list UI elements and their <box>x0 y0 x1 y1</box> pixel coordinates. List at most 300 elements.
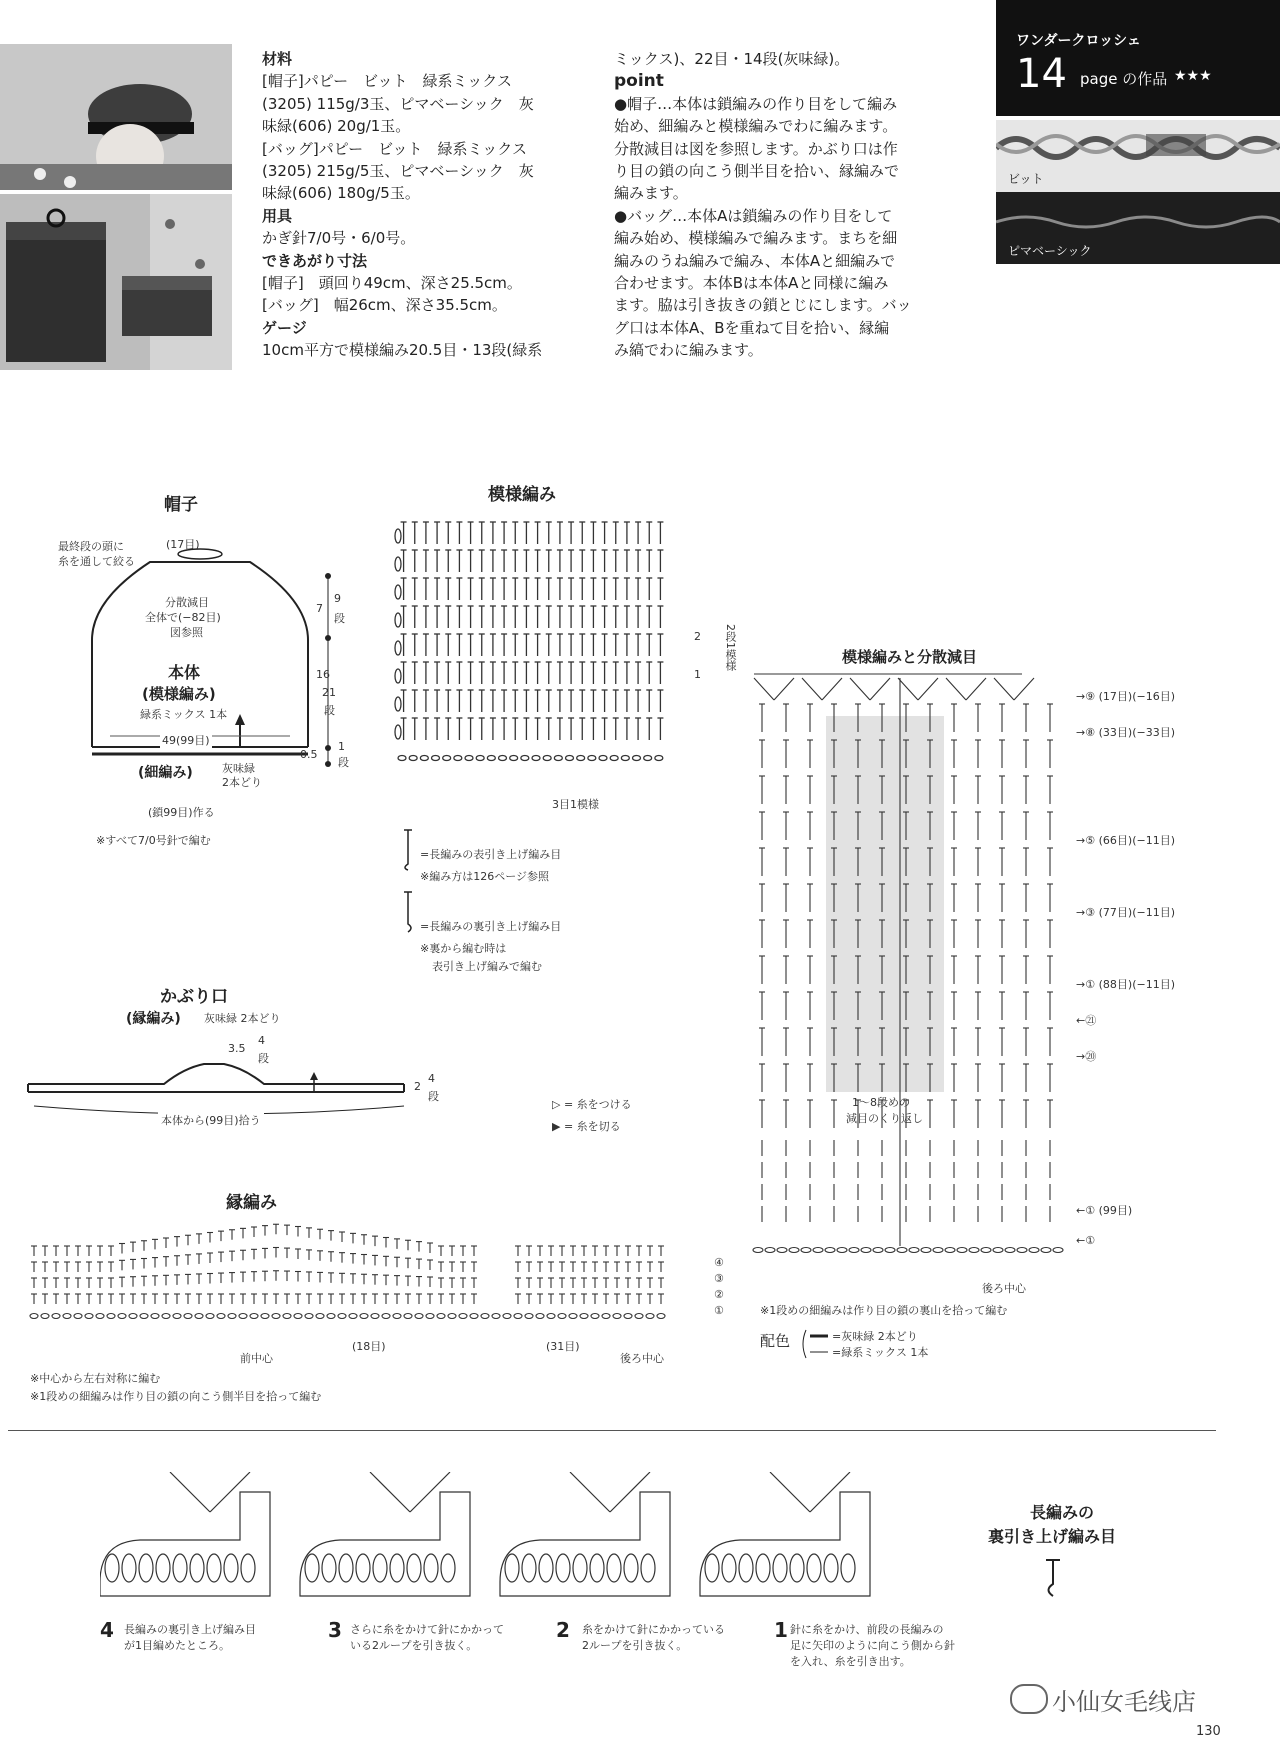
dec-row-9-num: ⑨ <box>1085 690 1096 703</box>
pattern-side-label: 2段1模様 <box>724 624 737 671</box>
chain-stitch <box>30 1314 38 1319</box>
yarn-sample-pima <box>996 192 1280 264</box>
dec-row-9: →⑨ (17目)(−16目) <box>1076 690 1175 703</box>
chain-stitch <box>885 1248 895 1253</box>
chain-stitch <box>543 756 551 761</box>
swatch-stitch <box>139 1554 153 1582</box>
hat-body-label: 本体 <box>168 663 201 682</box>
swatch-stitch <box>573 1554 587 1582</box>
chain-stitch <box>96 1314 104 1319</box>
dec-repeat-2: 減目のくり返し <box>846 1112 923 1125</box>
chain-stitch <box>250 1314 258 1319</box>
chain-stitch <box>613 1314 621 1319</box>
point-line: 編みのうね編みで編み、本体Aと細編みで <box>614 251 896 270</box>
dec-bottom-row: ←① (99目) <box>1076 1204 1133 1217</box>
chain-stitch <box>420 756 428 761</box>
chain-stitch <box>118 1314 126 1319</box>
chain-stitch <box>305 1314 313 1319</box>
chain-stitch <box>897 1248 907 1253</box>
chain-stitch <box>510 756 518 761</box>
dec-row-8: →⑧ (33目)(−33目) <box>1076 726 1175 739</box>
hat-dim-dan-2: 段 <box>324 704 335 717</box>
chain-stitch <box>765 1248 775 1253</box>
chain-stitch <box>415 1314 423 1319</box>
dec-row-21: ←㉑ <box>1076 1014 1097 1027</box>
chain-stitch <box>957 1248 967 1253</box>
chain-stitch <box>398 756 406 761</box>
step-3-line-1: さらに糸をかけて針にかかって <box>350 1623 504 1636</box>
section-divider <box>8 1430 1216 1431</box>
chain-stitch <box>577 756 585 761</box>
chain-stitch <box>861 1248 871 1253</box>
materials-line: 味緑(606) 180g/5玉。 <box>262 184 420 203</box>
brim-yarn: 灰味緑 2本どり <box>204 1012 281 1025</box>
color-key-2: =緑系ミックス 1本 <box>832 1346 929 1359</box>
chain-stitch <box>525 1314 533 1319</box>
series-header <box>996 0 1280 116</box>
dec-bottom-row-num: ① <box>1085 1204 1096 1217</box>
swatch-stitch <box>739 1554 753 1582</box>
turning-chain <box>395 613 401 627</box>
steps-title-1: 長編みの <box>1030 1503 1095 1522</box>
chain-stitch <box>536 1314 544 1319</box>
decrease-mark <box>802 678 822 700</box>
chain-stitch <box>514 1314 522 1319</box>
chain-stitch <box>129 1314 137 1319</box>
point-line: み縞でわに編みます。 <box>614 341 763 360</box>
point-line: り目の鎖の向こう側半目を拾い、縁編みで <box>614 162 900 181</box>
swatch-stitch <box>790 1554 804 1582</box>
swatch-stitch <box>373 1554 387 1582</box>
chain-stitch <box>981 1248 991 1253</box>
chain-stitch <box>909 1248 919 1253</box>
materials-line: (3205) 215g/5玉、ピマベーシック 灰 <box>262 162 534 181</box>
gauge-heading: ゲージ <box>262 318 307 337</box>
chain-stitch <box>294 1314 302 1319</box>
decrease-mark <box>966 678 986 700</box>
swatch-stitch <box>190 1554 204 1582</box>
point-line: 編み始め、模様編みで編みます。まちを細 <box>614 229 898 248</box>
size-line: [バッグ] 幅26cm、深さ35.5cm。 <box>262 296 507 315</box>
swatch-stitch <box>173 1554 187 1582</box>
dec-repeat-1: 1〜8段めの <box>852 1096 910 1109</box>
swatch-stitch <box>624 1554 638 1582</box>
dec-row-1: →① (88目)(−11目) <box>1076 978 1175 991</box>
chain-stitch <box>558 1314 566 1319</box>
swatch-stitch <box>441 1554 455 1582</box>
dec-row-3-count: (77目) <box>1098 906 1133 919</box>
tools-line: かぎ針7/0号・6/0号。 <box>262 229 416 248</box>
swatch-stitch <box>407 1554 421 1582</box>
swatch-stitch <box>356 1554 370 1582</box>
point-line: ます。脇は引き抜きの鎖とじにします。バッ <box>614 296 912 315</box>
chain-stitch <box>1041 1248 1051 1253</box>
page-ref-number: 14 <box>1016 51 1067 97</box>
legend-attach-text: = 糸をつける <box>563 1098 632 1111</box>
decrease-mark <box>994 678 1014 700</box>
turning-chain <box>395 641 401 655</box>
dec-bottom-row0-num: ① <box>1085 1234 1096 1247</box>
chain-stitch <box>1053 1248 1063 1253</box>
chain-stitch <box>532 756 540 761</box>
chain-stitch <box>621 756 629 761</box>
chain-stitch <box>470 1314 478 1319</box>
decrease-mark <box>1014 678 1034 700</box>
dec-row-8-count: (33目) <box>1098 726 1133 739</box>
chain-stitch <box>162 1314 170 1319</box>
hat-dec-2: 全体で(−82目) <box>145 611 221 624</box>
step-2-line-2: 2ループを引き抜く。 <box>582 1639 688 1652</box>
edge-count-31: (31目) <box>546 1340 580 1353</box>
gauge-line: 10cm平方で模様編み20.5目・13段(緑系 <box>262 341 543 360</box>
edge-row-2: ② <box>714 1288 724 1301</box>
turning-chain <box>395 557 401 571</box>
swatch-stitch <box>224 1554 238 1582</box>
step-illustrations <box>100 1472 970 1612</box>
chain-stitch <box>825 1248 835 1253</box>
hat-width: 49(99目) <box>162 734 210 747</box>
decrease-mark <box>754 678 774 700</box>
decrease-mark <box>898 678 918 700</box>
brim-dim-4a: 4 <box>258 1034 265 1047</box>
chain-stitch <box>487 756 495 761</box>
chain-stitch <box>239 1314 247 1319</box>
chain-stitch <box>1017 1248 1027 1253</box>
materials-column-2 <box>614 48 954 362</box>
chain-stitch <box>657 1314 665 1319</box>
brim-title: かぶり口 <box>160 987 228 1007</box>
chain-stitch <box>173 1314 181 1319</box>
step-1-line-3: を入れ、糸を引き出す。 <box>790 1655 911 1668</box>
step-4-line-2: が1目編めたところ。 <box>124 1639 230 1652</box>
pattern-row-2: 2 <box>694 630 701 643</box>
chain-stitch <box>217 1314 225 1319</box>
swatch-stitch <box>156 1554 170 1582</box>
chain-stitch <box>801 1248 811 1253</box>
dec-row-9-dec: (−16目) <box>1132 690 1175 703</box>
point-line: グ口は本体A、Bを重ねて目を拾い、縁編 <box>614 318 890 337</box>
dec-row-1-dec: (−11目) <box>1132 978 1175 991</box>
hat-title: 帽子 <box>164 495 198 515</box>
point-line: ●帽子…本体は鎖編みの作り目をして編み <box>614 94 898 113</box>
hat-top-count: (17目) <box>166 538 200 551</box>
chain-stitch <box>52 1314 60 1319</box>
brim-sub: (縁編み) <box>126 1011 181 1027</box>
chain-stitch <box>63 1314 71 1319</box>
chain-stitch <box>580 1314 588 1319</box>
edge-stitch-chart <box>28 1220 718 1330</box>
yarn-pima-drawing <box>996 192 1280 242</box>
chain-stitch <box>993 1248 1003 1253</box>
hat-dim-dan-1: 段 <box>334 612 345 625</box>
chain-stitch <box>459 1314 467 1319</box>
edge-title: 縁編み <box>226 1193 277 1213</box>
chain-stitch <box>624 1314 632 1319</box>
step-1-number: 1 <box>774 1618 788 1642</box>
chain-stitch <box>569 1314 577 1319</box>
chain-stitch <box>426 1314 434 1319</box>
dec-row-8-num: ⑧ <box>1085 726 1096 739</box>
swatch-stitch <box>705 1554 719 1582</box>
swatch-stitch <box>322 1554 336 1582</box>
swatch-stitch <box>824 1554 838 1582</box>
chain-stitch <box>437 1314 445 1319</box>
hat-band-yarn-2: 2本どり <box>222 776 262 789</box>
step-4-number: 4 <box>100 1618 114 1642</box>
size-heading: できあがり寸法 <box>262 251 368 270</box>
dec-bottom-count: (99目) <box>1098 1204 1133 1217</box>
chain-stitch <box>465 756 473 761</box>
bag-photo <box>0 194 232 370</box>
hat-dim-1: 1 <box>338 740 345 753</box>
turning-chain <box>395 669 401 683</box>
swatch-stitch <box>841 1554 855 1582</box>
brim-dim-2: 2 <box>414 1080 421 1093</box>
hat-dim-9: 9 <box>334 592 341 605</box>
chain-stitch <box>327 1314 335 1319</box>
dec-row-3: →③ (77目)(−11目) <box>1076 906 1175 919</box>
hat-photo <box>0 44 232 190</box>
chain-stitch <box>74 1314 82 1319</box>
step-1-line-1: 針に糸をかけ、前段の長編みの <box>790 1623 944 1636</box>
dec-row-21-num: ㉑ <box>1085 1014 1097 1027</box>
chain-stitch <box>140 1314 148 1319</box>
hat-band-yarn-1: 灰味緑 <box>222 762 255 775</box>
swatch-stitch <box>807 1554 821 1582</box>
decrease-mark <box>918 678 938 700</box>
yarn-line <box>570 1472 610 1512</box>
pattern-row-1: 1 <box>694 668 701 681</box>
hat-dec-3: 図参照 <box>170 626 203 639</box>
swatch-stitch <box>590 1554 604 1582</box>
legend-back-post: =長編みの裏引き上げ編み目 <box>420 920 562 933</box>
edge-note-2: ※1段めの細編みは作り目の鎖の向こう側半目を拾って編む <box>30 1390 322 1403</box>
chain-stitch <box>777 1248 787 1253</box>
hat-dim-16: 16 <box>316 668 330 681</box>
chain-stitch <box>316 1314 324 1319</box>
point-line: 始め、細編みと模様編みでわに編みます。 <box>614 117 898 136</box>
size-line: [帽子] 頭回り49cm、深さ25.5cm。 <box>262 274 522 293</box>
tools-heading: 用具 <box>262 206 293 225</box>
dec-row-5: →⑤ (66目)(−11目) <box>1076 834 1175 847</box>
chain-stitch <box>349 1314 357 1319</box>
chain-stitch <box>566 756 574 761</box>
pattern-repeat: 3目1模様 <box>552 798 599 811</box>
bag-photo-drawing <box>0 194 232 370</box>
chain-stitch <box>591 1314 599 1319</box>
series-name: ワンダークロッシェ <box>1016 33 1141 49</box>
brim-dim-35: 3.5 <box>228 1042 246 1055</box>
swatch-stitch <box>773 1554 787 1582</box>
decrease-mark <box>774 678 794 700</box>
step-3-line-2: いる2ループを引き抜く。 <box>350 1639 478 1652</box>
step-2-line-1: 糸をかけて針にかかっている <box>582 1623 725 1636</box>
chain-stitch <box>382 1314 390 1319</box>
materials-line: [帽子]パピー ビット 緑系ミックス <box>262 72 513 91</box>
chain-stitch <box>499 756 507 761</box>
chain-stitch <box>873 1248 883 1253</box>
chain-stitch <box>151 1314 159 1319</box>
swatch-stitch <box>722 1554 736 1582</box>
legend-back-note-2: 表引き上げ編みで編む <box>432 960 542 973</box>
hat-photo-drawing <box>0 44 232 190</box>
dec-row-20-num: ⑳ <box>1085 1050 1097 1063</box>
step-3-number: 3 <box>328 1618 342 1642</box>
materials-line: (3205) 115g/3玉、ピマベーシック 灰 <box>262 94 534 113</box>
legend-cut: ▶ = 糸を切る <box>552 1120 621 1133</box>
chain-stitch <box>404 1314 412 1319</box>
difficulty-stars: ★★★ <box>1174 68 1212 84</box>
chain-stitch <box>195 1314 203 1319</box>
chain-stitch <box>448 1314 456 1319</box>
chain-stitch <box>837 1248 847 1253</box>
materials-line: [バッグ]パピー ビット 緑系ミックス <box>262 139 528 158</box>
chain-stitch <box>492 1314 500 1319</box>
page-ref-suffix: page の作品 <box>1080 70 1168 88</box>
chain-stitch <box>338 1314 346 1319</box>
swatch-stitch <box>390 1554 404 1582</box>
chain-stitch <box>432 756 440 761</box>
watermark-text: 小仙女毛线店 <box>1052 1688 1196 1716</box>
decrease-mark <box>946 678 966 700</box>
swatch-stitch <box>756 1554 770 1582</box>
edge-row-1: ① <box>714 1304 724 1317</box>
chain-stitch <box>393 1314 401 1319</box>
chain-stitch <box>635 1314 643 1319</box>
dec-row-5-num: ⑤ <box>1085 834 1096 847</box>
swatch-stitch <box>305 1554 319 1582</box>
dec-row-3-dec: (−11目) <box>1132 906 1175 919</box>
swatch-stitch <box>539 1554 553 1582</box>
chain-stitch <box>503 1314 511 1319</box>
chain-stitch <box>969 1248 979 1253</box>
point-heading: point <box>614 71 664 92</box>
chain-stitch <box>753 1248 763 1253</box>
step-2-number: 2 <box>556 1618 570 1642</box>
hat-body-pattern: (模様編み) <box>142 685 216 703</box>
chain-stitch <box>849 1248 859 1253</box>
chain-stitch <box>85 1314 93 1319</box>
chain-stitch <box>813 1248 823 1253</box>
swatch-stitch <box>339 1554 353 1582</box>
chain-stitch <box>481 1314 489 1319</box>
swatch-stitch <box>105 1554 119 1582</box>
dec-back-center: 後ろ中心 <box>982 1282 1026 1295</box>
chain-stitch <box>371 1314 379 1319</box>
decrease-title: 模様編みと分散減目 <box>842 648 978 666</box>
chain-stitch <box>107 1314 115 1319</box>
dec-row-5-dec: (−11目) <box>1132 834 1175 847</box>
chain-stitch <box>633 756 641 761</box>
legend-stitch-icons <box>398 828 418 938</box>
chain-stitch <box>409 756 417 761</box>
chain-stitch <box>521 756 529 761</box>
pattern-stitch-chart <box>394 514 670 774</box>
swatch-stitch <box>424 1554 438 1582</box>
chain-stitch <box>1029 1248 1039 1253</box>
materials-column-1 <box>262 48 592 362</box>
edge-row-3: ③ <box>714 1272 724 1285</box>
swatch-stitch <box>556 1554 570 1582</box>
yarn-line <box>770 1472 810 1512</box>
color-key-1: =灰味緑 2本どり <box>832 1330 918 1343</box>
dec-row-5-count: (66目) <box>1098 834 1133 847</box>
dec-note: ※1段めの細編みは作り目の鎖の裏山を拾って編む <box>760 1304 1008 1317</box>
page-number: 130 <box>1196 1724 1221 1739</box>
decrease-mark <box>850 678 870 700</box>
pattern-title: 模様編み <box>488 485 556 505</box>
chain-stitch <box>283 1314 291 1319</box>
chain-stitch <box>789 1248 799 1253</box>
chain-stitch <box>547 1314 555 1319</box>
hat-body-yarn: 緑系ミックス 1本 <box>140 708 228 721</box>
chain-stitch <box>476 756 484 761</box>
swatch-stitch <box>607 1554 621 1582</box>
yarn2-label: ピマベーシック <box>1008 244 1092 258</box>
swatch-stitch <box>122 1554 136 1582</box>
swatch-stitch <box>241 1554 255 1582</box>
chain-stitch <box>933 1248 943 1253</box>
turning-chain <box>395 697 401 711</box>
hat-chain-label: (鎖99目)作る <box>148 806 215 819</box>
edge-note-1: ※中心から左右対称に編む <box>30 1372 161 1385</box>
dec-row-1-num: ① <box>1085 978 1096 991</box>
hat-hook-note: ※すべて7/0号針で編む <box>96 834 211 847</box>
yarn1-label: ビット <box>1008 172 1044 186</box>
chain-stitch <box>454 756 462 761</box>
point-line: 分散減目は図を参照します。かぶり口は作 <box>614 139 898 158</box>
legend-cut-text: = 糸を切る <box>563 1120 621 1133</box>
turning-chain <box>395 725 401 739</box>
swatch-stitch <box>522 1554 536 1582</box>
hat-dim-21: 21 <box>322 686 336 699</box>
decrease-mark <box>870 678 890 700</box>
watermark-logo <box>1010 1684 1048 1714</box>
step-1-line-2: 足に矢印のように向こう側から針 <box>790 1639 955 1652</box>
legend-front-ref: ※編み方は126ページ参照 <box>420 870 549 883</box>
chain-stitch <box>610 756 618 761</box>
edge-back-center: 後ろ中心 <box>620 1352 664 1365</box>
dec-bottom-row0: ←① <box>1076 1234 1096 1247</box>
legend-attach: ▷ = 糸をつける <box>552 1098 632 1111</box>
yarn-bit-drawing <box>996 120 1280 170</box>
dec-row-1-count: (88目) <box>1098 978 1133 991</box>
chain-stitch <box>184 1314 192 1319</box>
gauge-line-cont: ミックス)、22目・14段(灰味緑)。 <box>614 50 850 68</box>
hat-dec-1: 分散減目 <box>165 596 209 609</box>
hat-dim-05: 0.5 <box>300 748 318 761</box>
chain-stitch <box>921 1248 931 1253</box>
hat-band-label: (細編み) <box>138 765 193 781</box>
swatch-stitch <box>505 1554 519 1582</box>
yarn-line <box>170 1472 210 1512</box>
hat-top-note-1: 最終段の頭に <box>58 540 124 553</box>
chain-stitch <box>599 756 607 761</box>
brim-dim-4b: 4 <box>428 1072 435 1085</box>
chain-stitch <box>602 1314 610 1319</box>
materials-heading: 材料 <box>262 50 293 68</box>
brim-pickup: 本体から(99目)拾う <box>158 1112 264 1128</box>
chain-stitch <box>360 1314 368 1319</box>
decrease-stitch-chart <box>752 670 1082 1270</box>
chain-stitch <box>644 756 652 761</box>
chain-stitch <box>1005 1248 1015 1253</box>
chain-stitch <box>206 1314 214 1319</box>
point-line: 編みます。 <box>614 184 688 203</box>
hat-top-note-2: 糸を通して絞る <box>58 555 135 568</box>
edge-row-4: ④ <box>714 1256 724 1269</box>
dec-row-20: →⑳ <box>1076 1050 1097 1063</box>
